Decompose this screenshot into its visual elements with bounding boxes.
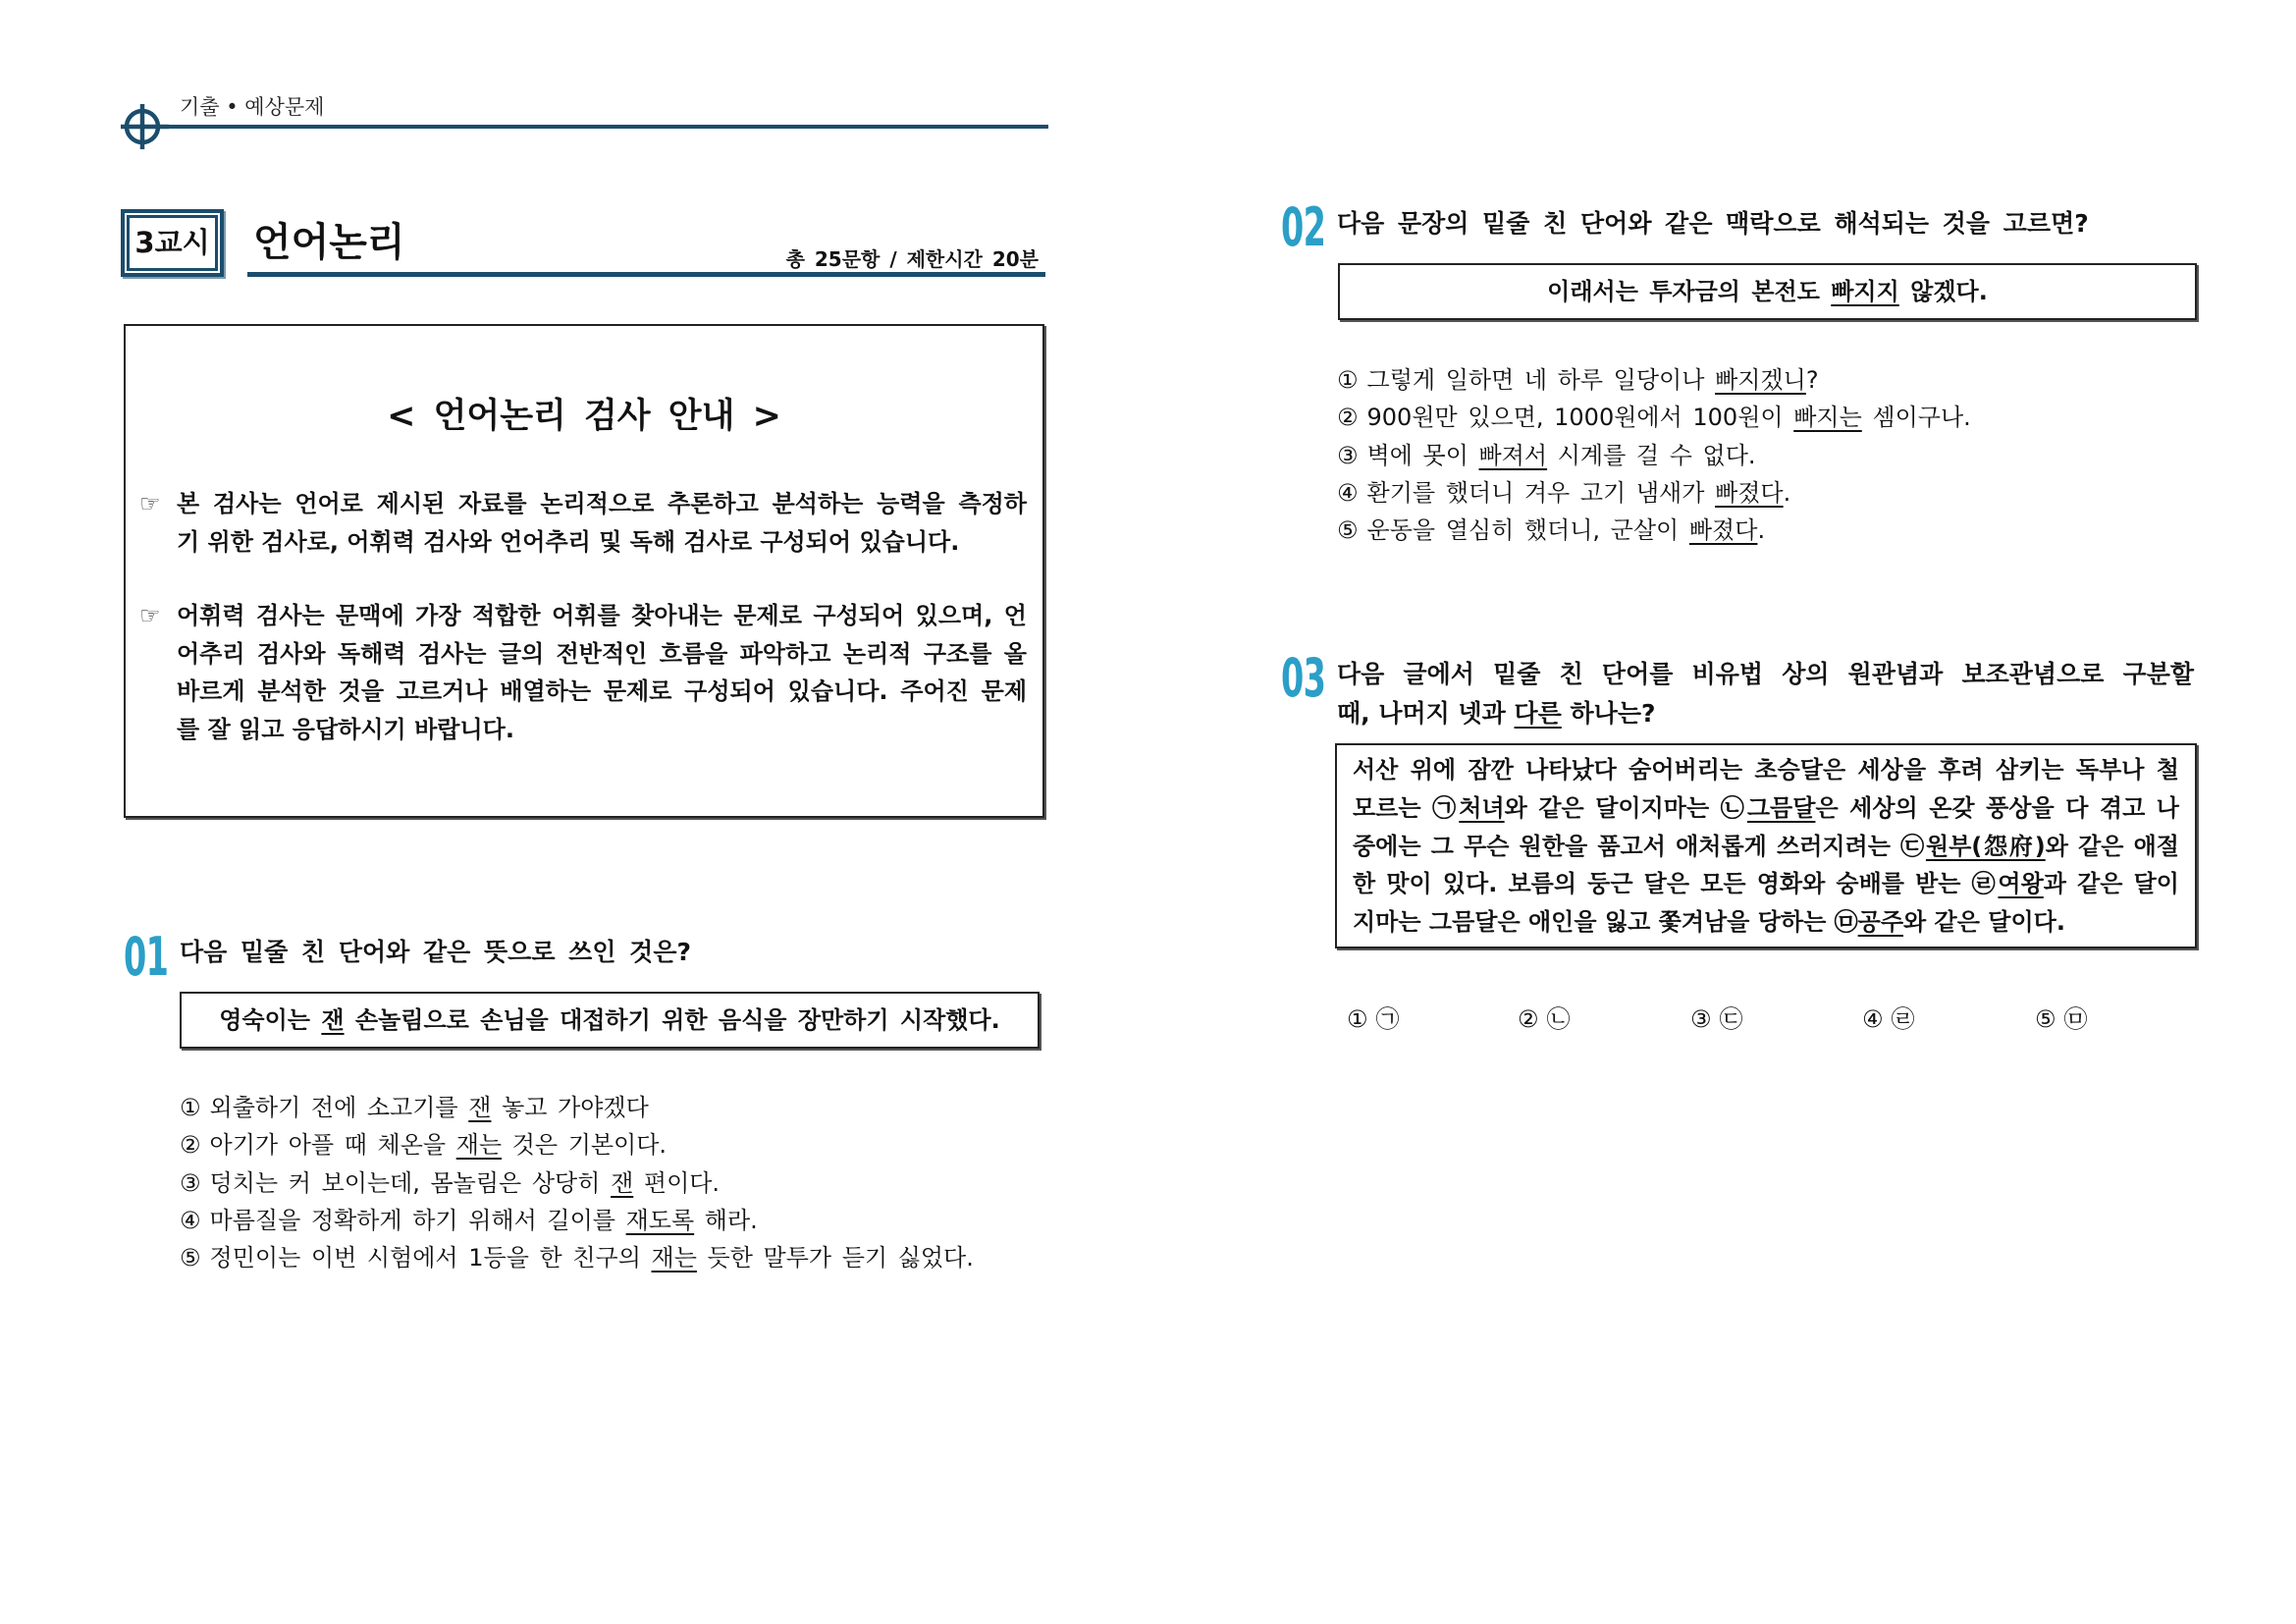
underlined-word: 재도록 bbox=[625, 1206, 695, 1234]
option-marker: ④ bbox=[1337, 478, 1359, 507]
answer-option bbox=[180, 1239, 974, 1276]
notice-line: 어추리 검사와 독해력 검사는 글의 전반적인 흐름을 파악하고 논리적 구조를 올 bbox=[177, 639, 1027, 668]
text-segment: 한 맛이 있다. 보름의 둥근 달은 모든 영화와 숭배를 받는 ㉣ bbox=[1353, 870, 1999, 898]
text-segment: . bbox=[1757, 516, 1766, 544]
underlined-word: 재는 bbox=[651, 1244, 697, 1272]
option-marker: ① bbox=[1347, 1005, 1368, 1033]
option-marker: ③ bbox=[1690, 1005, 1712, 1033]
text-segment: 것은 기본이다. bbox=[502, 1131, 667, 1160]
underlined-word: 빠지겠니 bbox=[1715, 366, 1806, 394]
text-segment: 과 같은 달이 bbox=[2043, 870, 2179, 898]
underlined-word: 빠지지 bbox=[1831, 278, 1899, 305]
option-marker: ④ bbox=[1862, 1005, 1884, 1033]
underlined-word: 잰 bbox=[611, 1168, 634, 1197]
underlined-word: 그믐달 bbox=[1746, 793, 1816, 822]
text-segment: 셈이구나. bbox=[1861, 404, 1971, 432]
underlined-word: 재는 bbox=[455, 1131, 503, 1160]
text-segment: 덩치는 커 보이는데, 몸놀림은 상당히 bbox=[209, 1168, 612, 1197]
underlined-word: 잰 bbox=[321, 1006, 345, 1034]
section-label: 기출 • 예상문제 bbox=[180, 95, 325, 119]
header-rule bbox=[167, 125, 1048, 129]
question-number: 02 bbox=[1281, 196, 1326, 258]
answer-option bbox=[180, 1202, 974, 1239]
notice-paragraph bbox=[139, 597, 1027, 748]
text-segment: 모르는 ㉠ bbox=[1353, 793, 1460, 822]
text-segment: ? bbox=[1805, 366, 1819, 394]
text-segment: 900원만 있으면, 1000원에서 100원이 bbox=[1366, 404, 1794, 432]
answer-option bbox=[1337, 437, 1971, 474]
option-marker: ① bbox=[1337, 366, 1359, 394]
choice-label: ㉢ bbox=[1719, 1005, 1743, 1033]
answer-option bbox=[1337, 399, 1971, 436]
answer-choice bbox=[1518, 1001, 1571, 1037]
choice-label: ㉣ bbox=[1891, 1005, 1915, 1033]
underlined-word: 공주 bbox=[1857, 908, 1904, 936]
passage-text bbox=[1337, 745, 2195, 942]
crosshair-icon bbox=[118, 102, 169, 153]
text-segment: 이래서는 투자금의 본전도 bbox=[1547, 278, 1832, 305]
question-passage-box bbox=[1335, 743, 2197, 948]
subject-title: 언어논리 bbox=[253, 220, 405, 265]
option-marker: ④ bbox=[180, 1206, 201, 1234]
underlined-word: 빠졌다 bbox=[1688, 516, 1758, 544]
notice-line: 본 검사는 언어로 제시된 자료를 논리적으로 추론하고 분석하는 능력을 측정하 bbox=[177, 490, 1027, 517]
passage-line bbox=[1353, 828, 2179, 866]
text-segment: . bbox=[1783, 478, 1791, 507]
option-marker: ⑤ bbox=[180, 1244, 201, 1272]
question-prompt: 다음 밑줄 친 단어와 같은 뜻으로 쓰인 것은? bbox=[180, 938, 691, 966]
prompt-line: 다음 글에서 밑줄 친 단어를 비유법 상의 원관념과 보조관념으로 구분할 bbox=[1337, 660, 2194, 688]
passage-text bbox=[182, 994, 1038, 1047]
question-passage-box bbox=[180, 992, 1040, 1049]
notice-line: 기 위한 검사로, 어휘력 검사와 언어추리 및 독해 검사로 구성되어 있습니다. bbox=[177, 527, 960, 556]
text-segment: 아기가 아플 때 체온을 bbox=[209, 1131, 456, 1160]
notice-box bbox=[124, 324, 1044, 818]
option-marker: ② bbox=[1518, 1005, 1539, 1033]
choice-label: ㉡ bbox=[1546, 1005, 1571, 1033]
answer-choice bbox=[1347, 1001, 1400, 1037]
text-segment: 외출하기 전에 소고기를 bbox=[209, 1094, 469, 1121]
answer-options bbox=[180, 1089, 974, 1276]
pointing-hand-icon: ☞ bbox=[139, 490, 161, 517]
question-prompt: 다음 문장의 밑줄 친 단어와 같은 맥락으로 해석되는 것을 고르면? bbox=[1337, 209, 2089, 238]
text-segment: 놓고 가야겠다 bbox=[491, 1094, 649, 1121]
text-segment: 와 같은 달이지마는 ㉡ bbox=[1504, 793, 1747, 822]
option-marker: ① bbox=[180, 1094, 201, 1121]
notice-line: 바르게 분석한 것을 고르거나 배열하는 문제로 구성되어 있습니다. 주어진 문제 bbox=[177, 677, 1027, 705]
pointing-hand-icon: ☞ bbox=[139, 602, 161, 629]
text-segment: 듯한 말투가 듣기 싫었다. bbox=[696, 1244, 974, 1272]
notice-line: 를 잘 읽고 응답하시기 바랍니다. bbox=[177, 715, 514, 743]
passage-line bbox=[1353, 789, 2179, 828]
answer-choice bbox=[1690, 1001, 1743, 1037]
exam-meta: 총 25문항 / 제한시간 20분 bbox=[785, 247, 1039, 271]
text-segment: 지마는 그믐달은 애인을 잃고 쫓겨남을 당하는 ㉤ bbox=[1353, 908, 1858, 936]
text-segment: 해라. bbox=[694, 1206, 758, 1234]
notice-title: < 언어논리 검사 안내 > bbox=[387, 397, 781, 436]
answer-choice bbox=[2035, 1001, 2088, 1037]
underlined-word: 처녀 bbox=[1459, 793, 1505, 822]
answer-choice bbox=[1862, 1001, 1915, 1037]
text-segment: 그렇게 일하면 네 하루 일당이나 bbox=[1366, 366, 1716, 394]
text-segment: 은 세상의 온갖 풍상을 다 겪고 나 bbox=[1815, 793, 2179, 822]
option-marker: ③ bbox=[1337, 441, 1359, 469]
text-segment: 때, 나머지 넷과 bbox=[1337, 699, 1515, 728]
underlined-word: 빠져서 bbox=[1478, 441, 1548, 469]
text-segment: 영숙이는 bbox=[219, 1006, 322, 1034]
option-marker: ② bbox=[1337, 404, 1359, 432]
answer-option bbox=[1337, 512, 1971, 549]
answer-option bbox=[1337, 474, 1971, 512]
answer-options bbox=[1337, 361, 1971, 549]
period-label: 3교시 bbox=[134, 226, 210, 259]
notice-line: 어휘력 검사는 문맥에 가장 적합한 어휘를 찾아내는 문제로 구성되어 있으며, 언 bbox=[177, 602, 1027, 629]
underlined-word: 빠지는 bbox=[1793, 404, 1862, 432]
passage-line bbox=[1353, 865, 2179, 903]
text-segment: 않겠다. bbox=[1898, 278, 1988, 305]
text-segment: 와 같은 애절 bbox=[2045, 832, 2179, 860]
question-prompt bbox=[1337, 655, 2194, 733]
notice-paragraph bbox=[139, 485, 1027, 561]
text-segment: 와 같은 달이다. bbox=[1903, 908, 2065, 936]
answer-option bbox=[180, 1164, 974, 1202]
answer-option bbox=[180, 1089, 974, 1126]
question-number: 01 bbox=[124, 926, 169, 988]
passage-line bbox=[1353, 903, 2179, 942]
period-badge bbox=[121, 209, 224, 277]
text-segment: 정민이는 이번 시험에서 1등을 한 친구의 bbox=[209, 1244, 652, 1272]
answer-option bbox=[180, 1126, 974, 1164]
passage-line: 서산 위에 잠깐 나타났다 숨어버리는 초승달은 세상을 후려 삼키는 독부나 철 bbox=[1353, 756, 2179, 784]
text-segment: 운동을 열심히 했더니, 군살이 bbox=[1366, 516, 1689, 544]
text-segment: 환기를 했더니 겨우 고기 냄새가 bbox=[1366, 478, 1716, 507]
text-segment: 하나는? bbox=[1561, 699, 1656, 728]
choice-label: ㉠ bbox=[1375, 1005, 1400, 1033]
underlined-word: 원부(怨府) bbox=[1925, 832, 2046, 860]
underlined-word: 빠졌다 bbox=[1715, 478, 1784, 507]
text-segment: 마름질을 정확하게 하기 위해서 길이를 bbox=[209, 1206, 626, 1234]
text-segment: 편이다. bbox=[633, 1168, 721, 1197]
underlined-word: 다른 bbox=[1514, 699, 1562, 728]
text-segment: 벽에 못이 bbox=[1366, 441, 1479, 469]
title-rule bbox=[247, 272, 1045, 277]
option-marker: ③ bbox=[180, 1168, 201, 1197]
passage-text bbox=[1340, 265, 2195, 318]
answer-option bbox=[1337, 361, 1971, 399]
text-segment: 손놀림으로 손님을 대접하기 위한 음식을 장만하기 시작했다. bbox=[344, 1006, 1000, 1034]
prompt-line bbox=[1337, 694, 2194, 733]
option-marker: ⑤ bbox=[2035, 1005, 2056, 1033]
option-marker: ⑤ bbox=[1337, 516, 1359, 544]
choice-label: ㉤ bbox=[2063, 1005, 2088, 1033]
option-marker: ② bbox=[180, 1131, 201, 1160]
underlined-word: 잰 bbox=[468, 1094, 492, 1121]
underlined-word: 여왕 bbox=[1998, 870, 2044, 898]
text-segment: 시계를 걸 수 없다. bbox=[1547, 441, 1756, 469]
question-number: 03 bbox=[1281, 647, 1326, 709]
text-segment: 중에는 그 무슨 원한을 품고서 애처롭게 쓰러지려는 ㉢ bbox=[1353, 832, 1926, 860]
question-passage-box bbox=[1338, 263, 2197, 320]
